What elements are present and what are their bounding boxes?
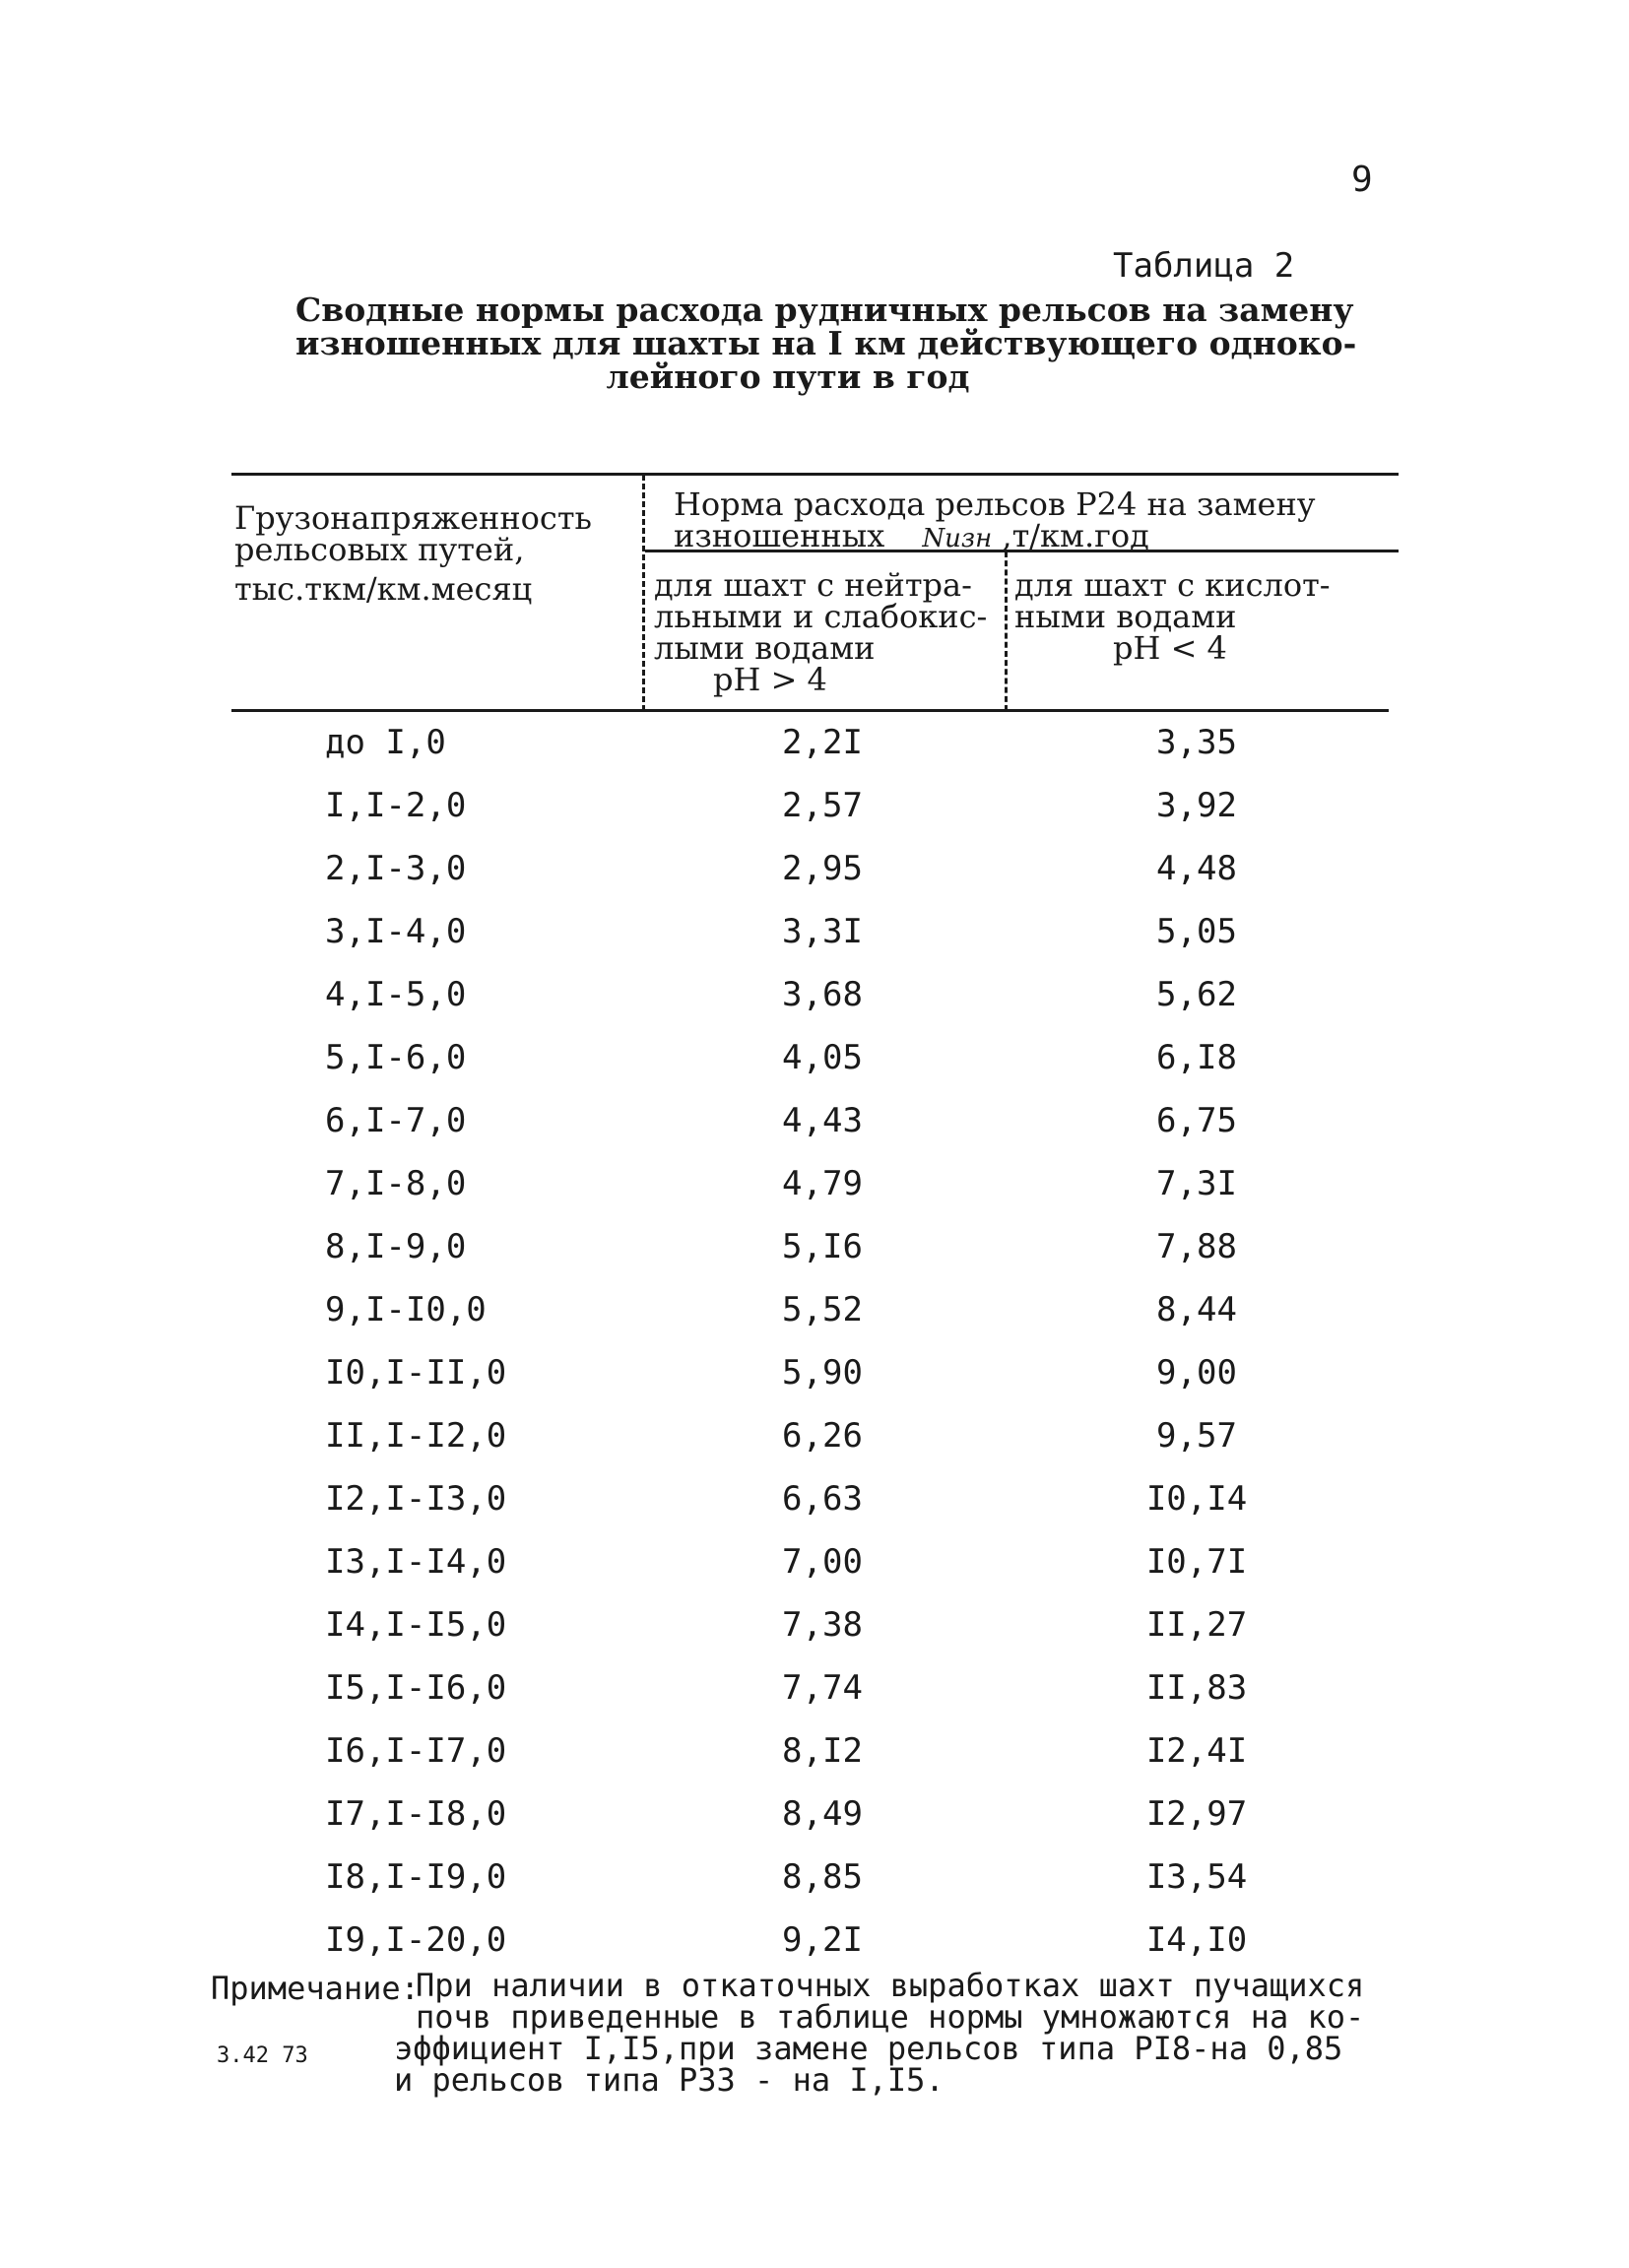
load-cell: 3,I-4,0: [325, 912, 467, 951]
load-cell: I8,I-I9,0: [325, 1857, 507, 1897]
header-line: лыми водами: [654, 629, 876, 667]
acidic-cell: 7,3I: [1156, 1164, 1237, 1203]
load-cell: I6,I-I7,0: [325, 1731, 507, 1771]
load-cell: II,I-I2,0: [325, 1416, 507, 1456]
acidic-cell: 5,05: [1156, 912, 1237, 951]
load-cell: до I,0: [325, 723, 446, 762]
load-cell: I2,I-I3,0: [325, 1479, 507, 1519]
table-caption: [295, 291, 1357, 396]
note-line: почв приведенные в таблице нормы умножаются на ко-: [416, 1998, 1365, 2036]
acidic-cell: 7,88: [1156, 1227, 1237, 1266]
load-cell: I9,I-20,0: [325, 1920, 507, 1960]
neutral-cell: 6,26: [782, 1416, 863, 1456]
neutral-cell: 6,63: [782, 1479, 863, 1519]
note-label: Примечание:: [211, 1970, 420, 2007]
header-line: для шахт с нейтра-: [654, 566, 972, 604]
neutral-cell: 7,74: [782, 1668, 863, 1708]
neutral-cell: 5,I6: [782, 1227, 863, 1266]
header-group-symbol: Nизн: [922, 524, 993, 553]
acidic-cell: 5,62: [1156, 975, 1237, 1014]
acidic-cell: I2,4I: [1145, 1731, 1248, 1771]
caption-line: изношенных для шахты на I км действующего одноко-: [295, 324, 1357, 362]
acidic-cell: I0,I4: [1145, 1479, 1248, 1519]
acidic-cell: I2,97: [1145, 1794, 1248, 1834]
acidic-cell: 3,35: [1156, 723, 1237, 762]
note-line: и рельсов типа Р33 - на I,I5.: [394, 2061, 945, 2099]
note-line: эффициент I,I5,при замене рельсов типа РI8-на 0,85: [394, 2030, 1343, 2067]
neutral-cell: 2,57: [782, 786, 863, 825]
neutral-cell: 3,68: [782, 975, 863, 1014]
neutral-cell: 2,95: [782, 849, 863, 888]
note-text: [394, 1967, 1365, 2099]
header-load-column: [234, 499, 628, 608]
neutral-cell: 5,52: [782, 1290, 863, 1329]
load-cell: 2,I-3,0: [325, 849, 467, 888]
neutral-cell: 4,79: [782, 1164, 863, 1203]
acidic-cell: 4,48: [1156, 849, 1237, 888]
acidic-cell: II,83: [1145, 1668, 1248, 1708]
acidic-cell: 8,44: [1156, 1290, 1237, 1329]
column-divider-2: [1005, 551, 1008, 711]
neutral-cell: 3,3I: [782, 912, 863, 951]
header-line: рельсовых путей,: [234, 531, 525, 568]
neutral-cell: 2,2I: [782, 723, 863, 762]
load-cell: 7,I-8,0: [325, 1164, 467, 1203]
header-bottom-rule: [231, 709, 1389, 712]
load-cell: 9,I-I0,0: [325, 1290, 487, 1329]
neutral-cell: 8,I2: [782, 1731, 863, 1771]
acidic-cell: II,27: [1145, 1605, 1248, 1645]
neutral-cell: 4,05: [782, 1038, 863, 1077]
neutral-cell: 9,2I: [782, 1920, 863, 1960]
acidic-cell: I0,7I: [1145, 1542, 1248, 1582]
caption-line: лейного пути в год: [606, 357, 970, 396]
neutral-cell: 8,85: [782, 1857, 863, 1897]
header-line: Грузонапряженность: [234, 499, 592, 537]
note-line: При наличии в откаточных выработках шахт пучащихся: [416, 1967, 1365, 2004]
acidic-cell: I3,54: [1145, 1857, 1248, 1897]
neutral-cell: 5,90: [782, 1353, 863, 1393]
neutral-cell: 8,49: [782, 1794, 863, 1834]
load-cell: I3,I-I4,0: [325, 1542, 507, 1582]
load-cell: 5,I-6,0: [325, 1038, 467, 1077]
load-cell: 4,I-5,0: [325, 975, 467, 1014]
load-cell: I5,I-I6,0: [325, 1668, 507, 1708]
document-code: 3.42 73: [217, 2043, 308, 2068]
header-line: тыс.ткм/км.месяц: [234, 570, 533, 608]
load-cell: I0,I-II,0: [325, 1353, 507, 1393]
header-group: [674, 488, 1383, 554]
header-group-units: ,т/км.год: [1002, 517, 1149, 554]
acidic-cell: 3,92: [1156, 786, 1237, 825]
header-line: льными и слабокис-: [654, 598, 988, 635]
load-cell: I4,I-I5,0: [325, 1605, 507, 1645]
acidic-cell: 6,I8: [1156, 1038, 1237, 1077]
neutral-cell: 4,43: [782, 1101, 863, 1140]
page-number: 9: [1351, 160, 1373, 200]
acidic-cell: I4,I0: [1145, 1920, 1248, 1960]
table-top-rule: [231, 473, 1399, 476]
header-line: pH > 4: [713, 661, 827, 698]
header-line: ными водами: [1014, 598, 1237, 635]
load-cell: I7,I-I8,0: [325, 1794, 507, 1834]
acidic-cell: 9,00: [1156, 1353, 1237, 1393]
load-cell: 6,I-7,0: [325, 1101, 467, 1140]
header-group-word: изношенных: [674, 517, 885, 554]
neutral-cell: 7,00: [782, 1542, 863, 1582]
load-cell: I,I-2,0: [325, 786, 467, 825]
acidic-cell: 6,75: [1156, 1101, 1237, 1140]
header-group-line1: Норма расхода рельсов Р24 на замену: [674, 486, 1316, 523]
load-cell: 8,I-9,0: [325, 1227, 467, 1266]
header-acidic-column: [1014, 566, 1389, 667]
header-group-line2: [674, 517, 1383, 554]
column-divider-1: [642, 475, 645, 711]
acidic-cell: 9,57: [1156, 1416, 1237, 1456]
header-line: pH < 4: [1113, 629, 1227, 667]
caption-line: Сводные нормы расхода рудничных рельсов на замену: [295, 291, 1354, 329]
header-line: для шахт с кислот-: [1014, 566, 1331, 604]
header-neutral-column: [654, 566, 999, 698]
neutral-cell: 7,38: [782, 1605, 863, 1645]
table-label: Таблица 2: [1113, 246, 1295, 286]
